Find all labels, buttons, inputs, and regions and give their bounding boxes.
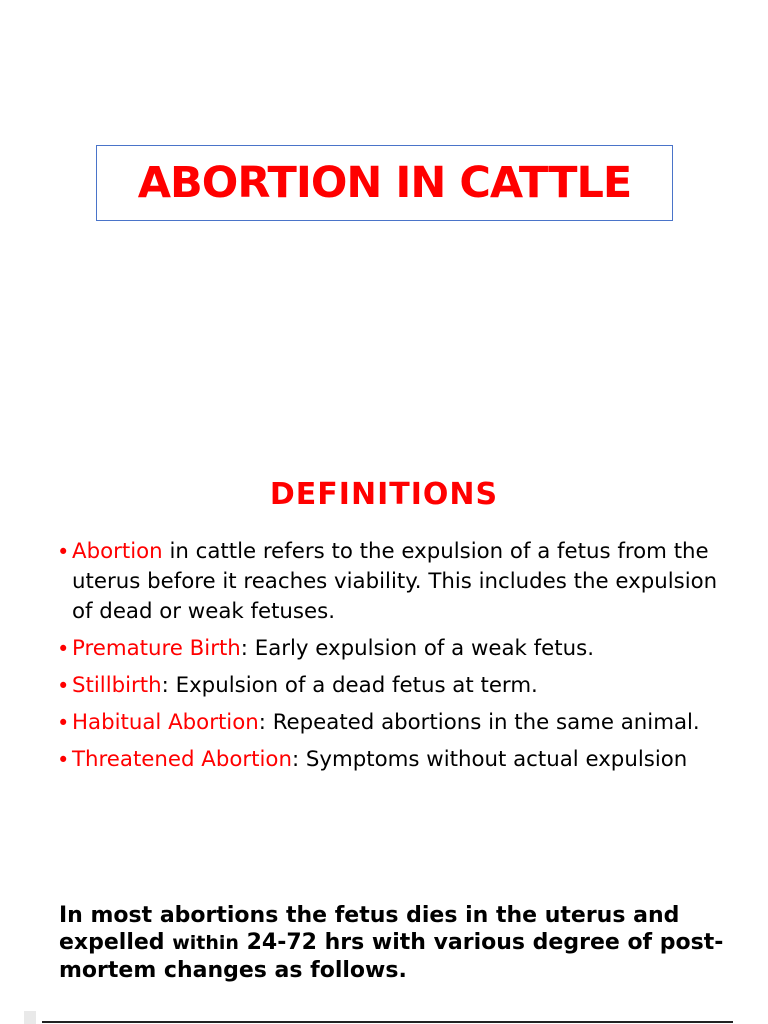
bottom-divider <box>42 1021 733 1023</box>
definition-text: in cattle refers to the expulsion of a fetus from the uterus before it reaches viability. This includes the expulsion of dead or weak fetuses. <box>72 539 718 624</box>
bullet-icon: • <box>57 674 70 698</box>
bullet-icon: • <box>57 748 70 772</box>
definition-term: Stillbirth <box>72 673 162 698</box>
bullet-icon: • <box>57 637 70 661</box>
list-item <box>55 671 735 701</box>
list-item <box>55 708 735 738</box>
definition-term: Premature Birth <box>72 636 241 661</box>
bullet-icon: • <box>57 540 70 564</box>
summary-paragraph <box>59 902 739 984</box>
section-heading: DEFINITIONS <box>269 477 499 512</box>
summary-text-part2: within <box>172 932 239 954</box>
definition-term: Habitual Abortion <box>72 710 259 735</box>
bullet-icon: • <box>57 711 70 735</box>
definition-term: Abortion <box>72 539 163 564</box>
page-title: ABORTION IN CATTLE <box>137 158 632 208</box>
summary-text-part1: In most abortions the fetus dies in the uterus and expelled <box>59 903 680 955</box>
page-corner-mark <box>24 1011 36 1024</box>
definition-text: : Expulsion of a dead fetus at term. <box>161 673 538 698</box>
definition-term: Threatened Abortion <box>72 747 292 772</box>
list-item <box>55 745 735 775</box>
list-item <box>55 537 735 627</box>
definitions-list <box>55 537 735 782</box>
summary-text-part3: 24-72 hrs with various degree of post-mortem changes as follows. <box>59 930 724 983</box>
definition-text: : Repeated abortions in the same animal. <box>258 710 700 735</box>
title-box <box>96 145 673 221</box>
definition-text: : Early expulsion of a weak fetus. <box>240 636 594 661</box>
list-item <box>55 634 735 664</box>
definition-text: : Symptoms without actual expulsion <box>291 747 688 772</box>
